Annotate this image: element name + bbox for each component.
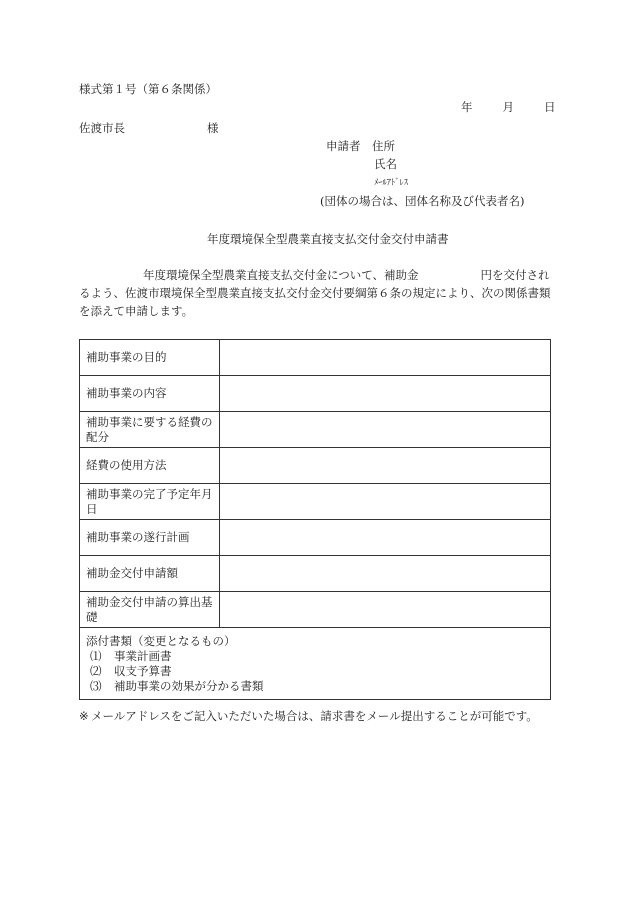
application-body (79, 266, 551, 320)
attachments-heading: 添付書類（変更となるもの） (86, 634, 236, 648)
table-row (80, 412, 551, 448)
row-value-field[interactable] (220, 520, 551, 556)
date-month: 月 (502, 100, 514, 114)
row-label: 補助事業の内容 (80, 376, 220, 412)
application-items-table (79, 339, 551, 700)
table-row (80, 448, 551, 484)
row-value-field[interactable] (220, 556, 551, 592)
attachment-item (86, 664, 544, 679)
attachment-text: 補助事業の効果が分かる書類 (114, 679, 264, 693)
applicant-address-label: 申請者 住所 (326, 139, 395, 153)
attachments-row (80, 628, 551, 700)
row-value-field[interactable] (220, 484, 551, 520)
row-label: 補助事業の目的 (80, 340, 220, 376)
row-label: 補助事業の完了予定年月日 (80, 484, 220, 520)
row-value-field[interactable] (220, 592, 551, 628)
attachment-text: 事業計画書 (114, 649, 172, 663)
table-row (80, 484, 551, 520)
attachment-number: ⑶ (90, 679, 102, 693)
table-row (80, 340, 551, 376)
addressee-honorific: 様 (207, 121, 219, 135)
date-line (461, 99, 556, 115)
row-label: 補助金交付申請の算出基礎 (80, 592, 220, 628)
footnote-mark: ※ (79, 709, 89, 723)
date-year: 年 (461, 100, 473, 114)
row-label: 補助事業の遂行計画 (80, 520, 220, 556)
table-row (80, 592, 551, 628)
body-part-2: 円を交付されるよう、佐渡市環境保全型農業直接支払交付金交付要綱第６条の規定により、次の関係書類を添えて申請します。 (79, 268, 551, 318)
footnote-text: メールアドレスをご記入いただいた場合は、請求書をメール提出することが可能です。 (91, 709, 538, 723)
document-title: 年度環境保全型農業直接支払交付金交付申請書 (207, 232, 449, 246)
attachment-item (86, 679, 544, 694)
row-value-field[interactable] (220, 376, 551, 412)
date-day: 日 (544, 100, 556, 114)
row-value-field[interactable] (220, 340, 551, 376)
attachments-cell (80, 628, 551, 700)
footnote (79, 707, 551, 725)
attachment-text: 収支予算書 (114, 664, 172, 678)
form-number: 様式第１号（第６条関係） (79, 82, 217, 96)
addressee-name: 佐渡市長 (79, 121, 125, 135)
table-row (80, 556, 551, 592)
group-note: (団体の場合は、団体名称及び代表者名) (320, 194, 525, 208)
addressee (79, 120, 219, 136)
row-label: 経費の使用方法 (80, 448, 220, 484)
attachment-number: ⑴ (90, 649, 102, 663)
row-label: 補助金交付申請額 (80, 556, 220, 592)
table-row (80, 520, 551, 556)
body-part-1: 年度環境保全型農業直接支払交付金について、補助金 (143, 268, 419, 282)
applicant-name-label: 氏名 (374, 157, 397, 171)
attachment-number: ⑵ (90, 664, 102, 678)
table-row (80, 376, 551, 412)
attachment-item (86, 649, 544, 664)
row-value-field[interactable] (220, 448, 551, 484)
applicant-email-label: ﾒｰﾙｱﾄﾞﾚｽ (374, 178, 409, 188)
row-value-field[interactable] (220, 412, 551, 448)
row-label: 補助事業に要する経費の配分 (80, 412, 220, 448)
